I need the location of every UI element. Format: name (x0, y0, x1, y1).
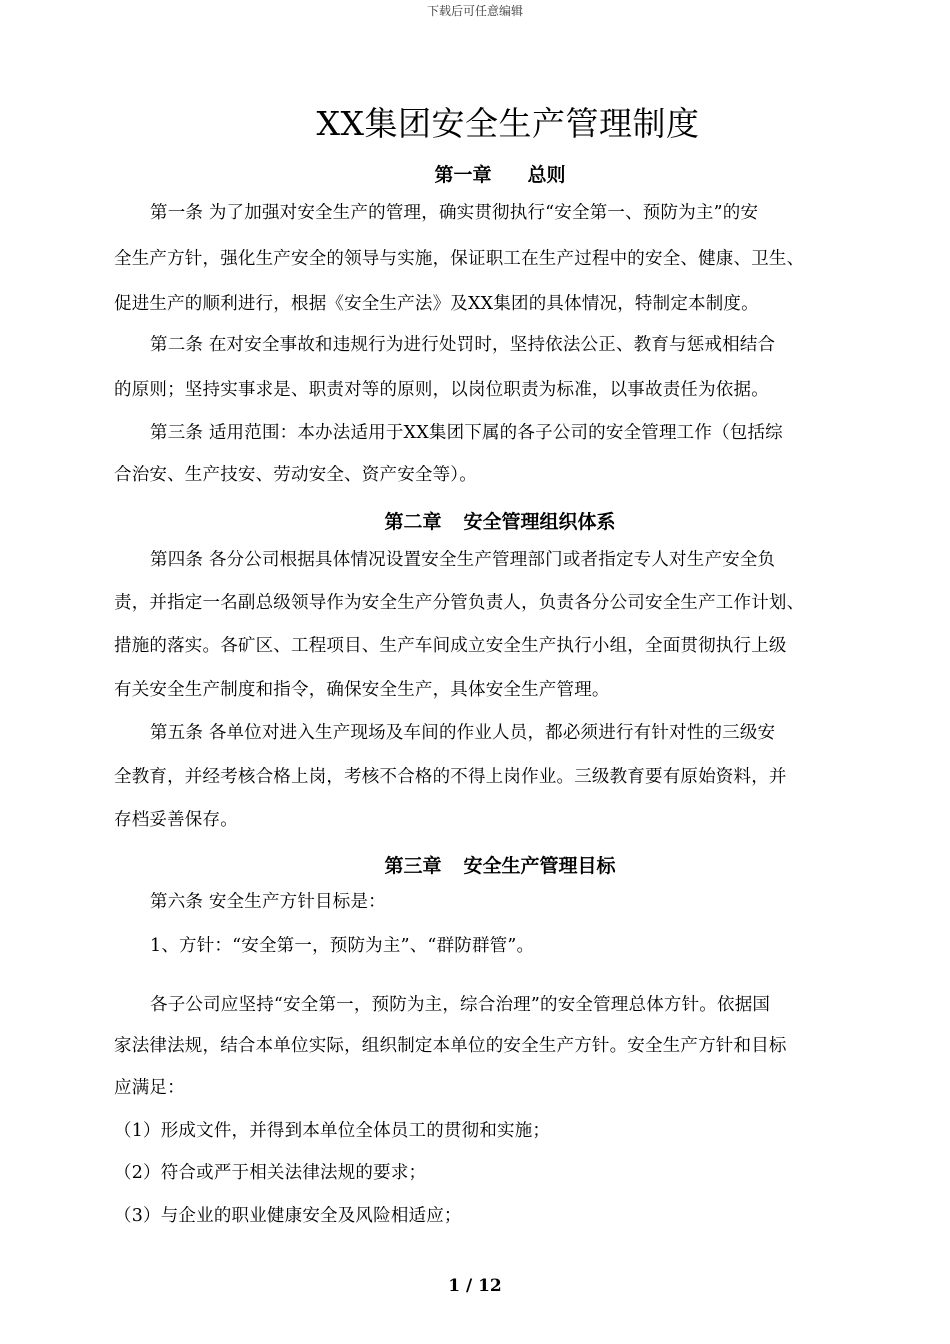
chapter-heading-3 (0, 851, 950, 878)
article-4-line-4: 有关安全生产制度和指令，确保安全生产，具体安全生产管理。 (114, 680, 610, 700)
article-6-line-1: 第六条 安全生产方针目标是： (150, 892, 386, 912)
policy-paragraph-line-2: 家法律法规，结合本单位实际，组织制定本单位的安全生产方针。安全生产方针和目标 (114, 1036, 787, 1056)
chapter-heading-2 (0, 507, 950, 534)
article-3-line-2: 合治安、生产技安、劳动安全、资产安全等）。 (114, 465, 477, 485)
requirement-item-3: （3）与企业的职业健康安全及风险相适应； (114, 1206, 462, 1226)
chapter-name: 总则 (527, 164, 566, 186)
chapter-heading-1 (0, 160, 950, 187)
policy-item: 1、方针：“安全第一，预防为主”、“群防群管”。 (150, 936, 535, 956)
article-4-line-2: 责，并指定一名副总级领导作为安全生产分管负责人，负责各分公司安全生产工作计划、 (114, 593, 805, 613)
article-5-line-3: 存档妥善保存。 (114, 810, 238, 830)
chapter-label: 第一章 (434, 164, 492, 186)
article-5-line-1: 第五条 各单位对进入生产现场及车间的作业人员，都必须进行有针对性的三级安 (150, 723, 776, 743)
chapter-label: 第二章 (384, 511, 442, 533)
article-5-line-2: 全教育，并经考核合格上岗，考核不合格的不得上岗作业。三级教育要有原始资料，并 (114, 767, 787, 787)
requirement-item-1: （1）形成文件，并得到本单位全体员工的贯彻和实施； (114, 1121, 551, 1141)
document-title: XX集团安全生产管理制度 (316, 104, 700, 143)
article-1-line-1: 第一条 为了加强对安全生产的管理，确实贯彻执行“安全第一、预防为主”的安 (150, 203, 759, 223)
article-4-line-3: 措施的落实。各矿区、工程项目、生产车间成立安全生产执行小组，全面贯彻执行上级 (114, 636, 787, 656)
policy-paragraph-line-3: 应满足： (114, 1078, 185, 1098)
header-note: 下载后可任意编辑 (426, 4, 523, 18)
requirement-item-2: （2）符合或严于相关法律法规的要求； (114, 1163, 427, 1183)
page-number: 1 / 12 (448, 1276, 502, 1296)
chapter-name: 安全生产管理目标 (463, 855, 616, 877)
article-4-line-1: 第四条 各分公司根据具体情况设置安全生产管理部门或者指定专人对生产安全负 (150, 550, 776, 570)
article-2-line-1: 第二条 在对安全事故和违规行为进行处罚时，坚持依法公正、教育与惩戒相结合 (150, 335, 776, 355)
article-3-line-1: 第三条 适用范围：本办法适用于XX集团下属的各子公司的安全管理工作（包括综 (150, 423, 783, 443)
article-2-line-2: 的原则；坚持实事求是、职责对等的原则，以岗位职责为标准，以事故责任为依据。 (114, 380, 769, 400)
chapter-name: 安全管理组织体系 (463, 511, 616, 533)
policy-paragraph-line-1: 各子公司应坚持“安全第一，预防为主，综合治理”的安全管理总体方针。依据国 (150, 995, 771, 1015)
article-1-line-3: 促进生产的顺利进行，根据《安全生产法》及XX集团的具体情况，特制定本制度。 (114, 294, 759, 314)
article-1-line-2: 全生产方针，强化生产安全的领导与实施，保证职工在生产过程中的安全、健康、卫生、 (114, 249, 805, 269)
chapter-label: 第三章 (384, 855, 442, 877)
